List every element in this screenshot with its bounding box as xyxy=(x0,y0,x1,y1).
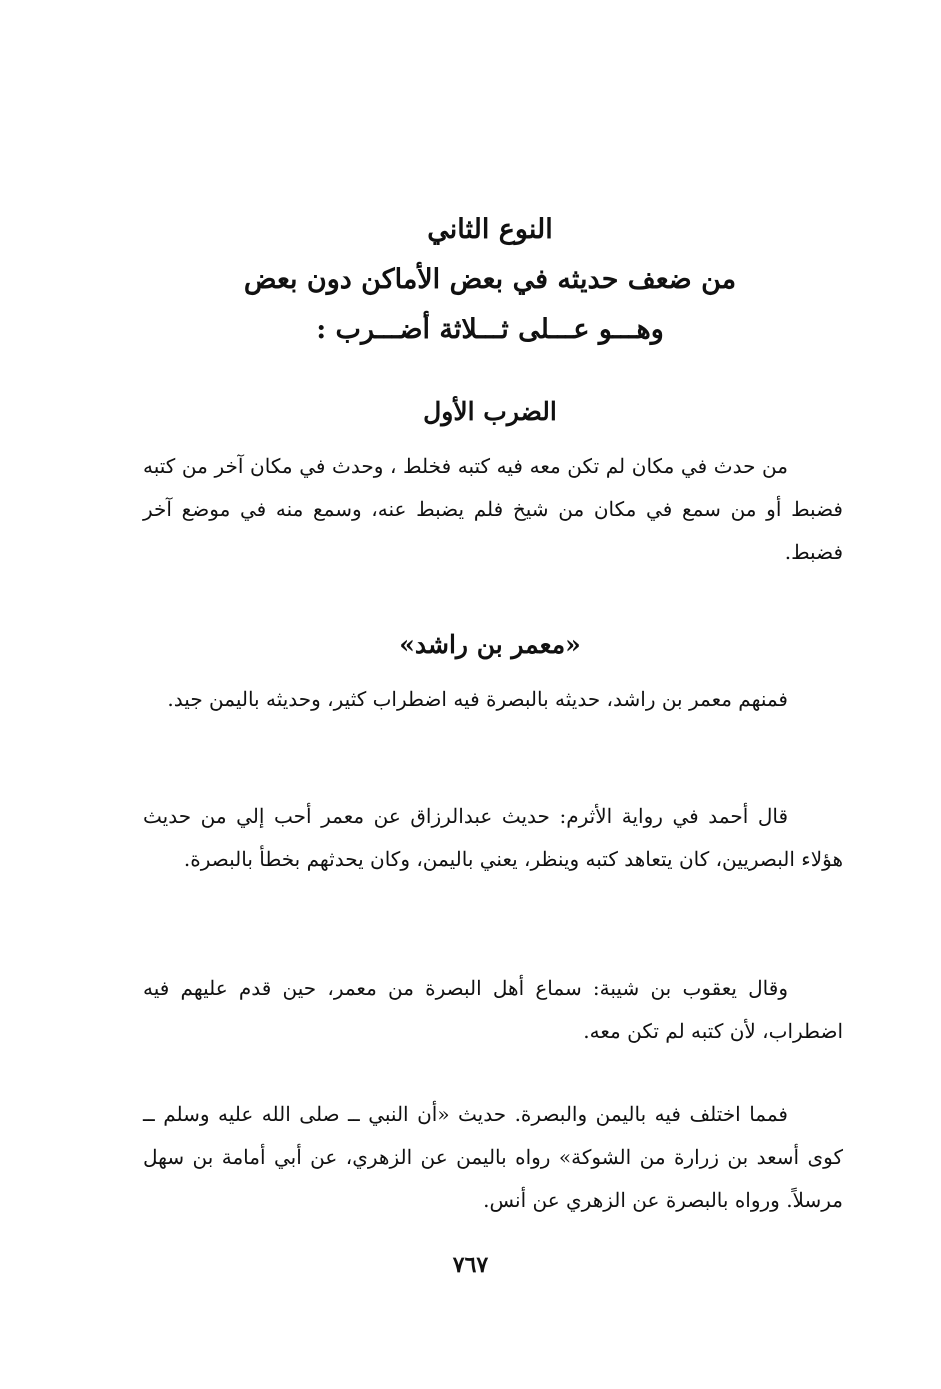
page-number: ٧٦٧ xyxy=(452,1252,489,1278)
heading-line-2: من ضعف حديثه في بعض الأماكن دون بعض xyxy=(243,264,737,295)
paragraph-hadith-example: فمما اختلف فيه باليمن والبصرة. حديث «أن النبي ــ صلى الله عليه وسلم ــ كوى أسعد بن زرارة من الشوكة» رواه باليمن عن الزهري، عن أبي أمامة بن سهل مرسلاً. ورواه بالبصرة عن الزهري عن أنس. xyxy=(143,1102,843,1212)
section-title-mamar: «معمر بن راشد» xyxy=(399,630,581,659)
chapter-heading xyxy=(140,205,840,355)
section-title-first-type: الضرب الأول xyxy=(423,397,557,426)
paragraph-yaqub-quote: وقال يعقوب بن شيبة: سماع أهل البصرة من معمر، حين قدم عليهم فيه اضطراب، لأن كتبه لم تكن معه. xyxy=(143,976,843,1043)
paragraph-mamar-intro: فمنهم معمر بن راشد، حديثه بالبصرة فيه اضطراب كثير، وحديثه باليمن جيد. xyxy=(167,687,788,711)
paragraph-first-type: من حدث في مكان لم تكن معه فيه كتبه فخلط ، وحدث في مكان آخر من كتبه فضبط أو من سمع في مكان من شيخ فلم يضبط عنه، وسمع منه في موضع آخر فضبط. xyxy=(143,454,843,564)
paragraph-ahmad-quote: قال أحمد في رواية الأثرم: حديث عبدالرزاق عن معمر أحب إلي من حديث هؤلاء البصريين، كان يتعاهد كتبه وينظر، يعني باليمن، وكان يحدثهم بخطأ بالبصرة. xyxy=(143,804,843,871)
heading-line-3: وهـــو عـــلى ثـــلاثة أضـــرب : xyxy=(316,314,664,345)
heading-line-1: النوع الثاني xyxy=(427,214,553,245)
